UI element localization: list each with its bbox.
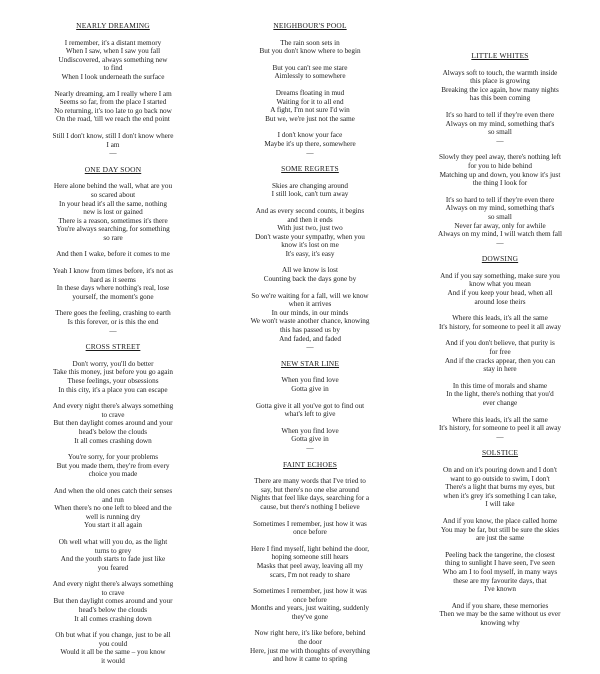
lyric-line: Masks that peel away, leaving all my (256, 561, 364, 570)
lyric-line: And if you keep your head, when all (447, 289, 553, 298)
lyric-line: But you made them, they're from every (56, 461, 170, 470)
lyric-line: when it's grey it's something I can take, (443, 491, 557, 500)
lyric-line: to crave (101, 410, 125, 419)
lyric-stanza (405, 466, 595, 509)
lyric-line: When I saw, when I saw you fall (65, 47, 161, 56)
lyric-line: When you find love (281, 376, 339, 385)
lyric-line: Oh but what if you change, just to be all (55, 631, 171, 640)
lyric-line: It all comes crashing down (74, 436, 152, 445)
lyric-line: Still I don't know, still I don't know where (52, 131, 174, 140)
lyric-line: scars, I'm not ready to share (269, 570, 351, 579)
lyric-stanza (215, 266, 405, 283)
lyric-line: has this been coming (469, 94, 531, 103)
lyric-line: In this city, it's a place you can escape (58, 385, 168, 394)
lyric-line: and how it came to spring (272, 655, 348, 664)
lyric-stanza (215, 477, 405, 511)
lyric-line: There goes the feeling, crashing to earth (55, 309, 171, 318)
lyric-line: So we're waiting for a fall, will we know (251, 291, 369, 300)
lyric-line: Always on my mind, something that's (445, 204, 555, 213)
lyric-line: With just two, just two (277, 224, 343, 233)
lyric-line: it would (101, 657, 125, 666)
lyric-line: yourself, the moment's gone (72, 292, 154, 301)
song-title: SOME REGRETS (281, 164, 339, 174)
song-one-day-soon (18, 166, 208, 336)
lyric-line: You're sorry, for your problems (67, 453, 159, 462)
lyric-line: Skies are changing around (271, 181, 349, 190)
song-title: LITTLE WHITES (471, 51, 529, 60)
lyric-line: and then it ends (287, 215, 333, 224)
lyric-stanza (215, 207, 405, 259)
lyric-line: Always on my mind, something that's (445, 119, 555, 128)
lyric-line: Counting back the days gone by (263, 275, 357, 284)
lyric-line: On the road, 'till we reach the end point (56, 115, 170, 124)
lyric-line: And the youth starts to fade just like (60, 555, 166, 564)
lyric-line: ever change (482, 399, 518, 407)
lyric-line: know what you mean (469, 280, 531, 289)
lyric-line: It's history, for someone to peel it all away (439, 424, 561, 433)
lyric-line: Nights that feel like days, searching for a (250, 494, 370, 503)
lyric-line: It's easy, it's easy (285, 249, 335, 258)
lyric-line: The rain soon sets in (280, 38, 340, 47)
lyric-stanza (18, 360, 208, 394)
lyric-stanza (18, 402, 208, 445)
song-some-regrets (215, 165, 405, 352)
lyric-line: Peeling back the tangerine, the closest (445, 550, 555, 559)
lyric-stanza (405, 314, 595, 331)
lyric-line: Seems so far, from the place I started (59, 98, 167, 107)
lyric-stanza (18, 580, 208, 623)
lyric-stanza (18, 453, 208, 479)
lyric-line: hoping someone still hears (271, 553, 349, 562)
lyric-stanza (215, 64, 405, 81)
lyric-line: Waiting for it to all end (276, 97, 344, 106)
lyric-line: Gotta give in (291, 435, 329, 444)
lyric-line: And if you know, the place called home (442, 516, 558, 525)
lyric-line: Aimlessly to somewhere (274, 72, 346, 81)
lyric-line: for you to hide behind (468, 161, 532, 170)
lyric-line: On and on it's pouring down and I don't (443, 465, 557, 474)
lyric-line: And faded, and faded (279, 334, 341, 343)
lyric-stanza (18, 267, 208, 301)
lyric-line: A fight, I'm not sure I'd win (270, 106, 350, 115)
lyric-line: what's left to give (284, 410, 336, 419)
lyric-line: well is running dry (85, 512, 141, 521)
lyric-line: When there's no one left to bleed and the (54, 504, 172, 513)
lyric-line: head's below the clouds (78, 606, 148, 615)
lyric-stanza (215, 545, 405, 579)
lyric-line: so scared about (90, 190, 136, 199)
lyric-stanza (18, 487, 208, 530)
lyric-line: It's history, for someone to peel it all away (439, 322, 561, 331)
stanza-divider: — (306, 148, 314, 157)
lyric-line: It's so hard to tell if they're even there (445, 110, 555, 119)
stanza-divider: — (496, 432, 504, 441)
lyric-line: In your head it's all the same, nothing (59, 199, 167, 208)
lyric-line: There's a light that burns my eyes, but (445, 483, 555, 492)
lyric-line: Where this leads, it's all the same (452, 415, 548, 424)
lyric-stanza (405, 272, 595, 306)
lyric-line: Here I find myself, light behind the door, (250, 544, 370, 553)
lyric-line: say, but there's no one else around (260, 485, 360, 494)
lyric-stanza (18, 631, 208, 665)
lyric-line: Yeah I know from times before, it's not as (52, 267, 174, 276)
lyric-line: and run (102, 495, 124, 504)
lyric-line: Here, just me with thoughts of everything (250, 646, 370, 655)
stanza-divider: — (109, 326, 117, 335)
lyric-line: When you find love (281, 426, 339, 435)
lyric-line: And as every second counts, it begins (255, 206, 365, 215)
song-faint-echoes (215, 461, 405, 664)
song-title: NEIGHBOUR'S POOL (273, 21, 347, 30)
lyrics-column-middle (215, 22, 405, 672)
lyric-line: Always on my mind, I will watch them fall (438, 230, 562, 239)
lyric-stanza (215, 629, 405, 663)
lyric-line: Sometimes I remember, just how it was (253, 587, 367, 596)
lyric-line: Don't waste your sympathy, when you (255, 232, 365, 241)
lyric-stanza (405, 517, 595, 543)
stanza-divider: — (306, 343, 314, 352)
lyric-line: And if you don't believe, that purity is (445, 339, 555, 348)
lyric-line: Sometimes I remember, just how it was (253, 519, 367, 528)
lyric-line: But you don't know where to begin (259, 47, 361, 56)
song-cross-street (18, 343, 208, 665)
lyric-line: These feelings, your obsessions (67, 377, 159, 385)
lyric-line: When I look underneath the surface (61, 72, 165, 81)
song-little-whites (405, 52, 595, 247)
lyric-line: And then I wake, before it comes to me (56, 250, 170, 259)
lyric-line: I will take (485, 500, 515, 509)
stanza-divider: — (496, 238, 504, 247)
lyric-line: All we know is lost (282, 266, 338, 275)
lyric-line: It all comes crashing down (74, 614, 152, 623)
lyric-line: Then we may be the same without us ever (439, 610, 561, 619)
lyric-line: There are many words that I've tried to (254, 477, 366, 486)
song-title: CROSS STREET (85, 342, 141, 352)
lyric-stanza (18, 182, 208, 242)
lyric-line: But then daylight comes around and your (53, 419, 173, 428)
stanza-divider: — (109, 149, 117, 158)
lyric-line: knowing why (480, 618, 520, 627)
song-dowsing (405, 255, 595, 441)
lyric-stanza (215, 131, 405, 157)
stanza-divider: — (306, 443, 314, 452)
lyric-line: Gotta give it all you've got to find out (255, 401, 365, 410)
lyric-line: the thing I look for (472, 179, 528, 188)
lyric-stanza (405, 602, 595, 628)
lyric-line: No returning, it's too late to go back now (54, 106, 172, 115)
lyric-line: In this time of morals and shame (452, 381, 548, 390)
lyric-line: new is lost or gained (83, 208, 143, 217)
lyric-line: for free (489, 348, 511, 357)
lyric-stanza (215, 292, 405, 352)
song-title: DOWSING (481, 254, 519, 264)
lyric-stanza (18, 309, 208, 335)
lyric-stanza (405, 416, 595, 442)
lyric-line: Who am I to fool myself, in many ways (442, 567, 558, 576)
lyric-line: And if you say something, make sure you (440, 271, 560, 280)
lyric-line: they've gone (291, 612, 329, 621)
lyric-line: this place is growing (470, 77, 530, 86)
lyric-stanza (18, 250, 208, 259)
song-title: ONE DAY SOON (84, 164, 142, 174)
lyric-line: And every night there's always something (52, 580, 174, 589)
lyric-line: around lose theirs (474, 297, 526, 306)
lyric-line: thing to sunlight I have seen, I've seen (445, 559, 555, 568)
lyric-line: In the light, there's nothing that you'd (446, 390, 554, 399)
lyric-line: Undiscovered, always something new (58, 55, 168, 64)
lyric-line: to find (103, 64, 123, 73)
lyric-stanza (405, 382, 595, 408)
lyric-line: once before (293, 595, 327, 604)
lyric-line: Nearly dreaming, am I really where I am (54, 89, 172, 98)
lyric-stanza (215, 427, 405, 453)
lyric-stanza (405, 153, 595, 187)
lyric-line: stay in here (483, 365, 517, 374)
lyric-line: Maybe it's up there, somewhere (264, 139, 356, 148)
lyric-line: know it's lost on me (281, 241, 339, 250)
lyric-stanza (215, 520, 405, 537)
song-title: NEARLY DREAMING (76, 21, 150, 30)
lyric-stanza (215, 89, 405, 123)
stanza-divider: — (496, 136, 504, 145)
lyric-line: Matching up and down, you know it's just (439, 170, 561, 179)
lyric-line: Here alone behind the wall, what are you (53, 182, 173, 191)
lyric-line: are just the same (475, 534, 525, 543)
lyric-line: Always soft to touch, the warmth inside (442, 68, 558, 77)
lyric-line: There is a reason, sometimes it's there (58, 216, 168, 225)
lyric-line: I still look, can't turn away (271, 190, 349, 199)
song-title: SOLSTICE (481, 448, 519, 458)
lyrics-column-left (18, 22, 208, 674)
lyric-line: when it arrives (288, 300, 332, 309)
lyric-line: But you can't see me stare (272, 63, 348, 72)
lyric-line: And if the cracks appear, then you can (444, 356, 556, 365)
lyric-line: want to go outside to swim, I don't (450, 474, 550, 483)
lyric-line: Take this money, just before you go again (53, 368, 173, 377)
lyric-line: Never far away, only for awhile (454, 221, 546, 230)
lyric-line: Where this leads, it's all the same (452, 314, 548, 323)
lyric-line: turns to grey (94, 546, 132, 555)
lyric-line: Months and years, just waiting, suddenly (251, 604, 369, 613)
lyric-line: Don't worry, you'll do better (72, 359, 154, 368)
lyric-line: But we, we're just not the same (265, 114, 355, 123)
lyric-line: so rare (103, 233, 123, 242)
lyric-line: the door (298, 638, 322, 647)
lyric-stanza (405, 339, 595, 373)
lyric-stanza (215, 182, 405, 199)
song-solstice (405, 449, 595, 627)
lyric-stanza (18, 132, 208, 158)
lyric-stanza (405, 111, 595, 145)
lyric-line: You start it all again (84, 521, 142, 530)
lyric-line: I've known (484, 585, 516, 594)
lyric-line: And when the old ones catch their senses (53, 486, 173, 495)
lyric-stanza (405, 69, 595, 103)
lyric-line: choice you made (88, 470, 138, 479)
lyric-stanza (18, 90, 208, 124)
lyric-line: to crave (101, 588, 125, 597)
lyric-stanza (215, 587, 405, 621)
lyric-line: so small (488, 128, 512, 137)
lyric-line: You're always searching, for something (56, 225, 170, 234)
lyric-line: head's below the clouds (78, 427, 148, 436)
lyric-line: hard as it seems (90, 275, 136, 284)
song-new-star-line (215, 360, 405, 453)
lyric-stanza (215, 402, 405, 419)
lyric-line: Breaking the ice again, how many nights (441, 85, 559, 94)
lyric-line: this has passed us by (280, 326, 340, 335)
lyric-line: these are my favourite days, that (453, 576, 547, 585)
lyric-line: cause, but there's nothing I believe (260, 502, 360, 511)
lyric-line: It's so hard to tell if they're even there (445, 195, 555, 204)
lyric-line: Now right here, it's like before, behind (254, 629, 366, 638)
lyric-line: you could (98, 639, 128, 648)
lyric-line: so small (488, 212, 512, 221)
lyric-line: And if you share, these memories (451, 601, 549, 610)
lyric-line: Is this forever, or is this the end (67, 318, 159, 327)
lyric-line: And every night there's always something (52, 402, 174, 411)
lyric-line: Slowly they peel away, there's nothing left (439, 153, 561, 162)
lyric-line: Would it all be the same – you know (60, 648, 166, 657)
lyric-line: Dreams floating in mud (275, 88, 345, 97)
lyric-stanza (18, 39, 208, 82)
lyric-line: We won't waste another chance, knowing (250, 317, 370, 326)
lyric-stanza (215, 39, 405, 56)
song-neighbours-pool (215, 22, 405, 157)
lyric-stanza (405, 551, 595, 594)
lyric-stanza (18, 538, 208, 572)
lyric-line: once before (293, 528, 327, 537)
lyric-line: I am (106, 140, 120, 149)
song-title: FAINT ECHOES (282, 459, 338, 469)
lyric-line: I don't know your face (277, 131, 343, 140)
lyric-line: You may be far, but still be sure the skies (440, 525, 560, 534)
song-nearly-dreaming (18, 22, 208, 158)
song-title: NEW STAR LINE (280, 358, 340, 368)
lyric-line: Oh well what will you do, as the light (58, 537, 168, 546)
lyric-line: you feared (97, 563, 129, 572)
lyric-line: In our minds, in our minds (271, 308, 349, 317)
lyric-line: Gotta give in (291, 385, 329, 393)
lyric-stanza (405, 196, 595, 248)
lyric-line: I remember, it's a distant memory (64, 38, 162, 47)
lyric-line: In these days where nothing's real, lose (56, 284, 170, 293)
lyric-line: But then daylight comes around and your (53, 597, 173, 606)
lyric-stanza (215, 376, 405, 393)
lyrics-column-right (405, 52, 595, 635)
